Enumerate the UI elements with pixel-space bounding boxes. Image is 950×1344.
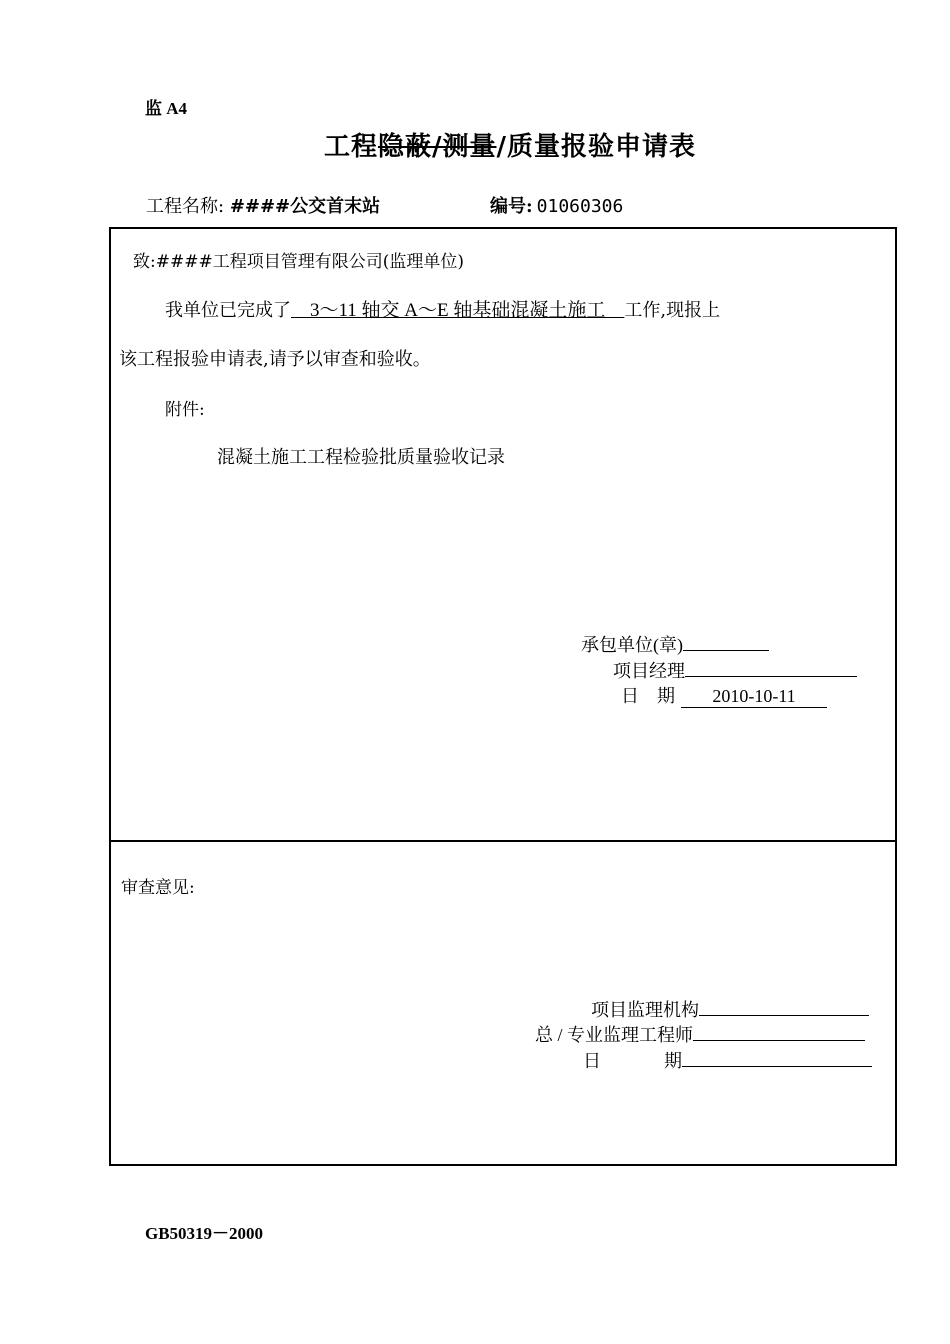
contractor-unit-row (581, 631, 769, 657)
statement-prefix: 我单位已完成了 (165, 300, 291, 321)
review-label: 审查意见: (121, 878, 195, 898)
number-value: 01060306 (536, 196, 624, 217)
review-date-row (583, 1047, 872, 1073)
contractor-date-value: 2010-10-11 (681, 686, 827, 708)
title-struck: 隐蔽/测量 (378, 132, 497, 162)
engineer-line (693, 1022, 865, 1041)
contractor-unit-line (683, 632, 769, 651)
form-box (109, 227, 897, 1166)
title-part2: /质量报验申请表 (496, 132, 696, 162)
completed-work: 3～11 轴交 A～E 轴基础混凝土施工 (291, 300, 625, 321)
agency-line (699, 997, 869, 1016)
attachment-label: 附件: (165, 400, 205, 420)
manager-row (613, 657, 857, 683)
manager-label: 项目经理 (613, 661, 685, 681)
number-label: 编号: (490, 196, 533, 217)
standard-code: GB50319－2000 (145, 1224, 264, 1243)
form-code: 监 A4 (145, 99, 188, 118)
attachment-item: 混凝土施工工程检验批质量验收记录 (217, 447, 505, 468)
number-row (490, 192, 623, 218)
manager-line (685, 658, 857, 677)
agency-row (591, 996, 869, 1022)
contractor-unit-label: 承包单位(章) (581, 635, 683, 655)
agency-label: 项目监理机构 (591, 1000, 699, 1020)
project-row (146, 192, 380, 218)
statement-line-1 (165, 295, 720, 322)
form-title (0, 126, 950, 163)
project-label: 工程名称: (146, 196, 225, 217)
review-date-label: 日 期 (583, 1051, 682, 1071)
contractor-date-label: 日 期 (621, 686, 675, 706)
section-divider (111, 840, 895, 842)
addressee: 致:####工程项目管理有限公司(监理单位) (133, 252, 464, 272)
contractor-date-row (621, 682, 827, 708)
engineer-row (535, 1021, 865, 1047)
statement-line-2: 该工程报验申请表,请予以审查和验收。 (119, 349, 431, 370)
statement-suffix: 工作,现报上 (624, 300, 721, 321)
review-date-line (682, 1048, 872, 1067)
engineer-label: 总 / 专业监理工程师 (535, 1025, 694, 1045)
project-value: ####公交首末站 (229, 196, 381, 217)
title-part1: 工程 (323, 132, 378, 162)
